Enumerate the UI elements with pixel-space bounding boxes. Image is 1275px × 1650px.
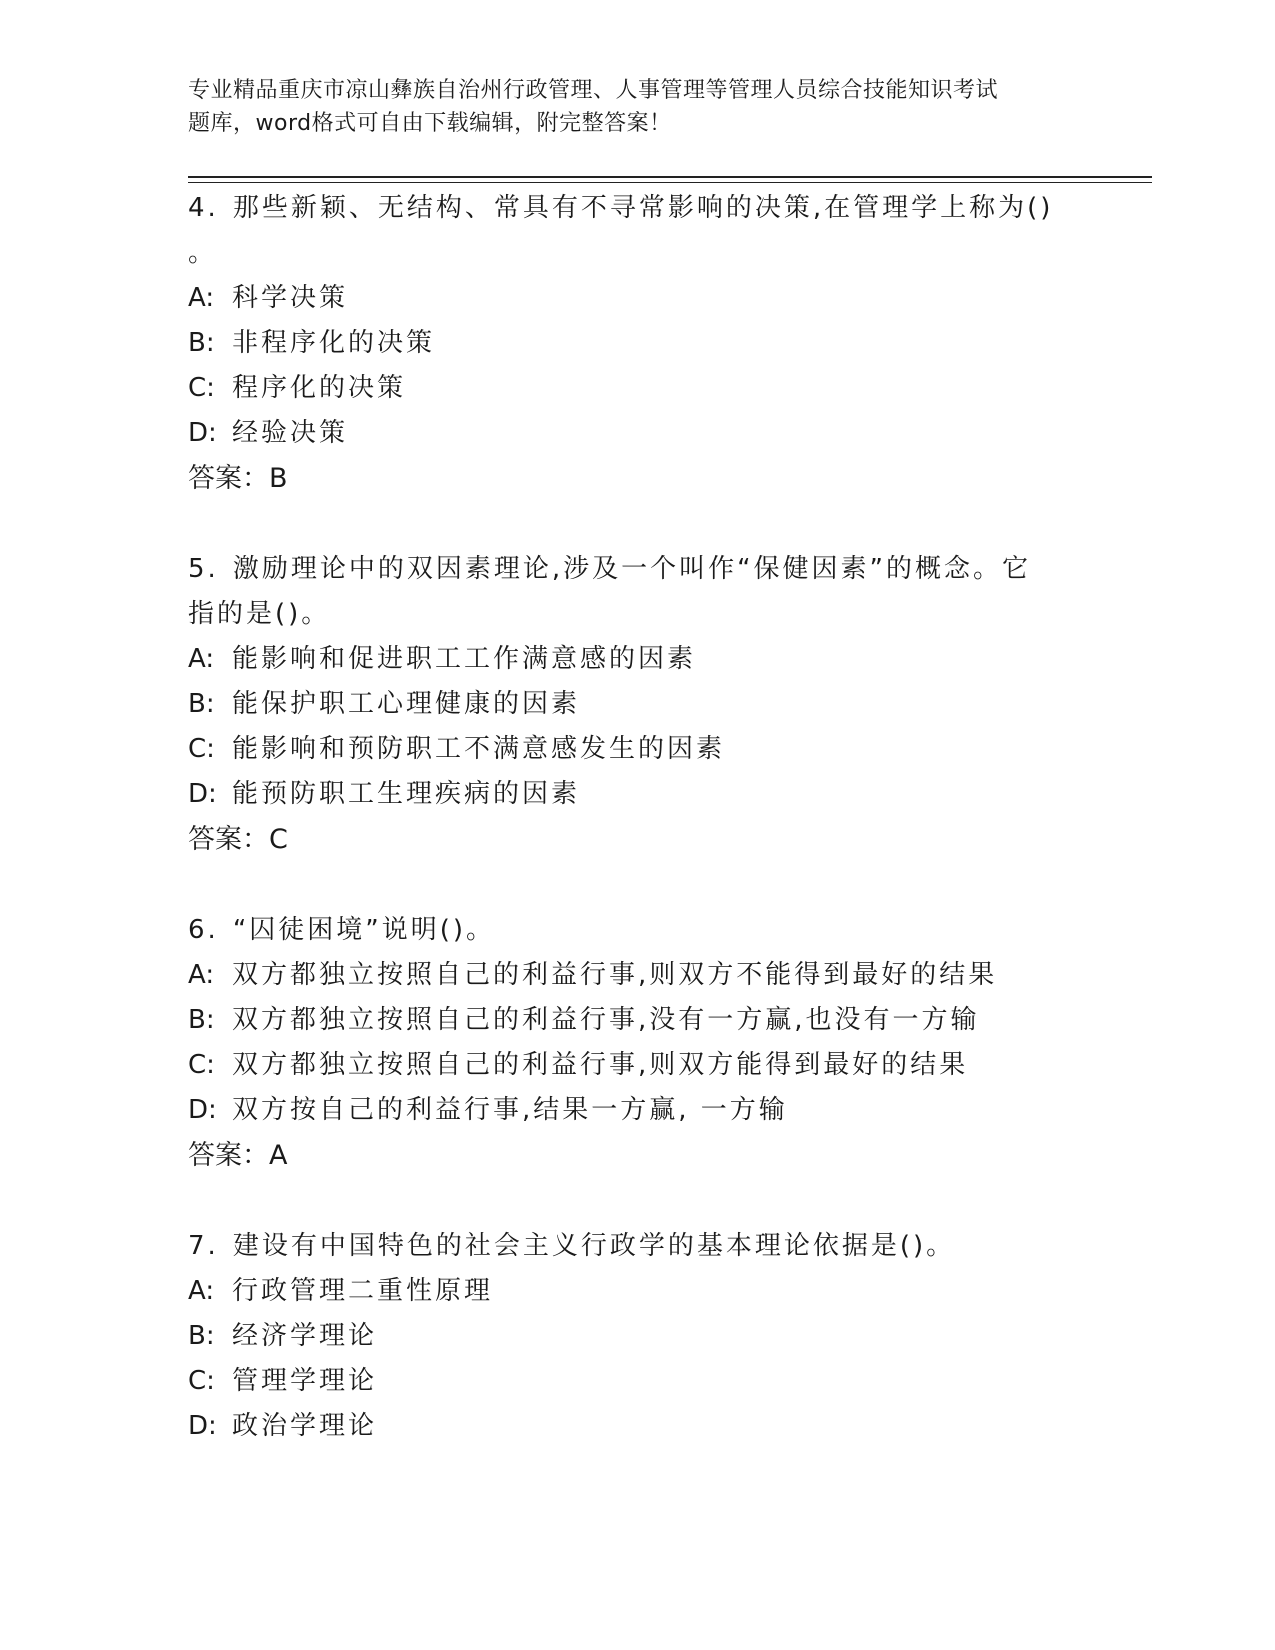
option-a xyxy=(188,1269,1088,1314)
option-text: 非程序化的决策 xyxy=(232,328,436,358)
option-key: D: xyxy=(188,418,217,448)
option-key: D: xyxy=(188,779,217,809)
option-a xyxy=(188,953,1088,998)
question-text: 激励理论中的双因素理论,涉及一个叫作“保健因素”的概念。它 xyxy=(232,554,1032,584)
option-a xyxy=(188,637,1088,682)
option-text: 管理学理论 xyxy=(232,1366,378,1396)
option-text: 经验决策 xyxy=(232,418,349,448)
header-title-line-1: 专业精品重庆市凉山彝族自治州行政管理、人事管理等管理人员综合技能知识考试 xyxy=(188,78,999,103)
option-text: 双方都独立按照自己的利益行事,没有一方赢,也没有一方输 xyxy=(232,1005,980,1035)
answer-line: 答案：B xyxy=(188,463,288,494)
question-6 xyxy=(188,908,1088,1179)
option-key: A: xyxy=(188,1276,215,1306)
option-key: C: xyxy=(188,1366,215,1396)
option-key: D: xyxy=(188,1095,217,1125)
question-text-continued: 指的是()。 xyxy=(188,599,331,629)
option-d xyxy=(188,411,1088,456)
question-number: 5. xyxy=(188,554,219,584)
option-text: 能预防职工生理疾病的因素 xyxy=(232,779,581,809)
option-text: 双方都独立按照自己的利益行事,则双方能得到最好的结果 xyxy=(232,1050,969,1080)
question-stem xyxy=(188,186,1088,231)
option-key: B: xyxy=(188,328,215,358)
question-number: 7. xyxy=(188,1231,219,1261)
option-text: 经济学理论 xyxy=(232,1321,378,1351)
option-key: C: xyxy=(188,734,215,764)
option-key: A: xyxy=(188,960,215,990)
option-text: 双方都独立按照自己的利益行事,则双方不能得到最好的结果 xyxy=(232,960,998,990)
option-c xyxy=(188,1359,1088,1404)
option-text: 程序化的决策 xyxy=(232,373,407,403)
option-d xyxy=(188,1088,1088,1133)
header-title-line-2: 题库，word格式可自由下载编辑，附完整答案！ xyxy=(188,111,672,136)
answer-line: 答案：C xyxy=(188,824,288,855)
option-key: B: xyxy=(188,1321,215,1351)
option-text: 双方按自己的利益行事,结果一方赢, 一方输 xyxy=(232,1095,788,1125)
question-number: 4. xyxy=(188,193,219,223)
option-c xyxy=(188,366,1088,411)
question-7 xyxy=(188,1224,1088,1449)
question-stem xyxy=(188,908,1088,953)
answer-line: 答案：A xyxy=(188,1140,288,1171)
question-number: 6. xyxy=(188,915,219,945)
question-text: 建设有中国特色的社会主义行政学的基本理论依据是()。 xyxy=(232,1231,956,1261)
option-d xyxy=(188,772,1088,817)
question-5 xyxy=(188,547,1088,863)
option-c xyxy=(188,1043,1088,1088)
option-b xyxy=(188,1314,1088,1359)
question-stem xyxy=(188,547,1088,592)
option-text: 能影响和预防职工不满意感发生的因素 xyxy=(232,734,726,764)
question-stem xyxy=(188,1224,1088,1269)
option-key: D: xyxy=(188,1411,217,1441)
option-d xyxy=(188,1404,1088,1449)
question-text: 那些新颖、无结构、常具有不寻常影响的决策,在管理学上称为() xyxy=(232,193,1054,223)
option-key: A: xyxy=(188,644,215,674)
option-b xyxy=(188,321,1088,366)
option-c xyxy=(188,727,1088,772)
question-list xyxy=(188,186,1088,1494)
option-key: C: xyxy=(188,373,215,403)
option-b xyxy=(188,682,1088,727)
header-divider xyxy=(188,176,1152,178)
option-text: 政治学理论 xyxy=(232,1411,378,1441)
question-text: “囚徒困境”说明()。 xyxy=(232,915,496,945)
option-a xyxy=(188,276,1088,321)
page-header xyxy=(188,74,1088,140)
option-key: B: xyxy=(188,1005,215,1035)
option-b xyxy=(188,998,1088,1043)
option-text: 科学决策 xyxy=(232,283,349,313)
option-text: 能影响和促进职工工作满意感的因素 xyxy=(232,644,697,674)
option-text: 能保护职工心理健康的因素 xyxy=(232,689,581,719)
option-key: C: xyxy=(188,1050,215,1080)
question-text-continued: 。 xyxy=(188,238,218,268)
option-key: B: xyxy=(188,689,215,719)
option-text: 行政管理二重性原理 xyxy=(232,1276,494,1306)
option-key: A: xyxy=(188,283,215,313)
question-4 xyxy=(188,186,1088,502)
